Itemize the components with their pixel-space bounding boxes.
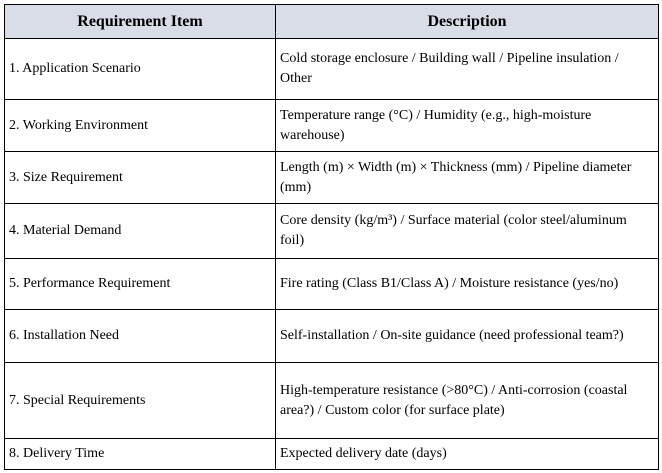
description-cell: Self-installation / On-site guidance (need professional team?) [276,310,659,363]
table-row [5,39,659,100]
description-cell: Length (m) × Width (m) × Thickness (mm) / Pipeline diameter (mm) [276,152,659,204]
header-row [5,5,659,39]
requirement-item-cell: 4. Material Demand [5,204,276,259]
table-row [5,439,659,470]
table-row [5,100,659,152]
requirement-item-cell: 5. Performance Requirement [5,259,276,310]
description-cell: High-temperature resistance (>80°C) / Anti-corrosion (coastal area?) / Custom color (for surface plate) [276,363,659,439]
table-row [5,310,659,363]
table-row [5,204,659,259]
requirement-item-cell: 2. Working Environment [5,100,276,152]
requirement-item-cell: 6. Installation Need [5,310,276,363]
description-cell: Cold storage enclosure / Building wall / Pipeline insulation / Other [276,39,659,100]
header-requirement-item: Requirement Item [5,5,276,39]
requirements-table [4,4,659,470]
requirement-item-cell: 1. Application Scenario [5,39,276,100]
table-row [5,259,659,310]
description-cell: Fire rating (Class B1/Class A) / Moisture resistance (yes/no) [276,259,659,310]
description-cell: Expected delivery date (days) [276,439,659,470]
description-cell: Temperature range (°C) / Humidity (e.g., high-moisture warehouse) [276,100,659,152]
requirement-item-cell: 3. Size Requirement [5,152,276,204]
description-cell: Core density (kg/m³) / Surface material (color steel/aluminum foil) [276,204,659,259]
requirement-item-cell: 8. Delivery Time [5,439,276,470]
table-row [5,152,659,204]
header-description: Description [276,5,659,39]
requirement-item-cell: 7. Special Requirements [5,363,276,439]
table-row [5,363,659,439]
